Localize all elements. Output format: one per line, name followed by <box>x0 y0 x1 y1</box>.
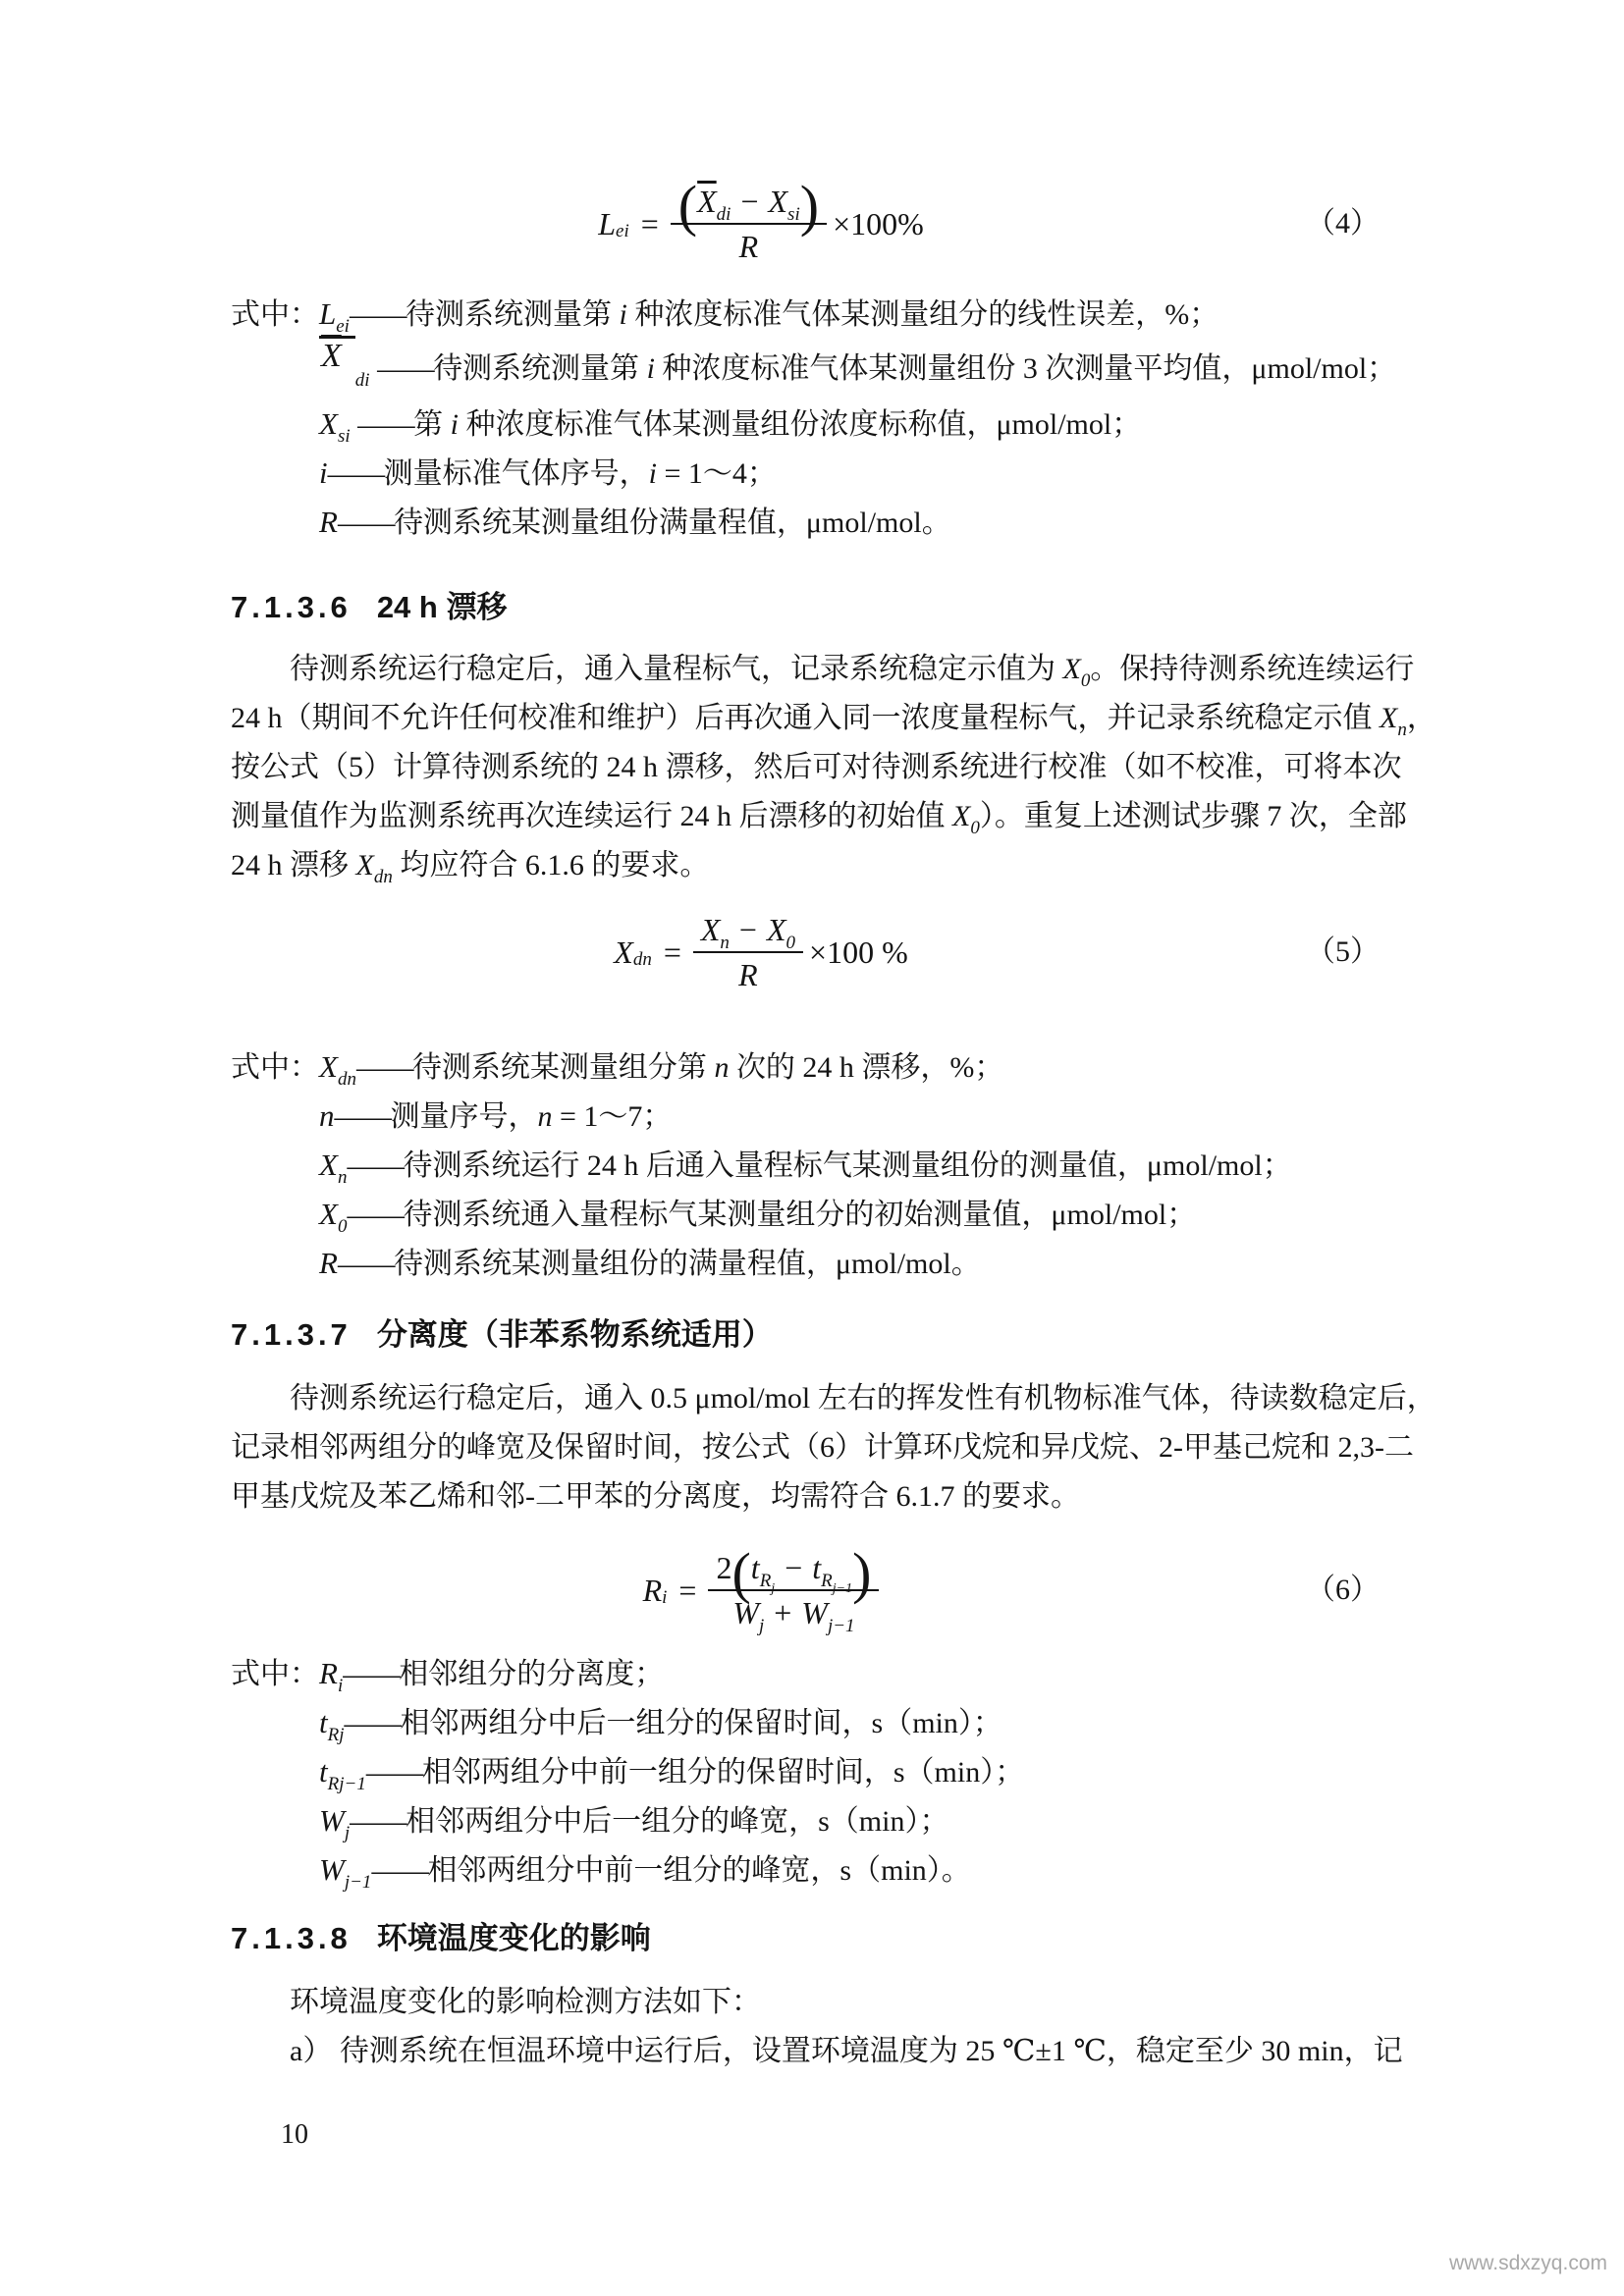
def-symbol: X <box>319 1148 338 1182</box>
def-symbol: X <box>319 1049 338 1084</box>
page-content <box>231 0 1436 2076</box>
def-symbol: W <box>319 1852 345 1887</box>
def-dash: —— <box>337 507 394 539</box>
math-equals: = <box>663 934 681 970</box>
paragraph-line: 记录相邻两组分的峰宽及保留时间，按公式（6）计算环戊烷和异戊烷、2-甲基己烷和 2,3-二 <box>231 1431 1414 1464</box>
math-lhs: L <box>598 205 617 241</box>
def-prefix: 式中： <box>231 298 319 331</box>
definition-item: $t_{Rj}——$相邻两组分中后一组分的保留时间，s（min）； <box>319 1705 1002 1745</box>
definition-item: $W_{j-1}——$相邻两组分中前一组分的峰宽，s（min）。 <box>319 1852 971 1893</box>
section-heading-7-1-3-6 <box>231 588 1380 627</box>
formula-4: L $_{ei}$ = $\frac{(\overline{X}_{di} - X_{si})}{R}$ ×100% <box>598 174 924 264</box>
definition-item <box>231 1239 1380 1288</box>
def-description: 相邻两组分中后一组分的峰宽，s（min）； <box>406 1805 949 1838</box>
def-symbol: i <box>319 455 328 490</box>
equation-number-6: （6） <box>1306 1574 1380 1606</box>
math-times: ×100 % <box>809 934 908 970</box>
definition-item: $X_{si}$ ——第 i 种浓度标准气体某测量组份浓度标称值，μmol/mol； <box>319 406 1142 447</box>
definition-item: i——测量标准气体序号，i = 1～4； <box>319 455 777 490</box>
section-number: 7.1.3.8 <box>231 1921 352 1955</box>
paragraph-line: 甲基戊烷及苯乙烯和邻-二甲苯的分离度，均需符合 6.1.7 的要求。 <box>231 1480 1080 1513</box>
def-prefix: 式中： <box>231 1658 319 1690</box>
def-dash: —— <box>371 1854 428 1887</box>
paragraph-line: a） 待测系统在恒温环境中运行后，设置环境温度为 25 ℃±1 ℃，稳定至少 30 min，记 <box>290 2035 1403 2067</box>
watermark: www.sdxzyq.com <box>1448 2252 1607 2274</box>
paragraph-line: 待测系统运行稳定后，通入量程标气，记录系统稳定示值为 $X_0$。保持待测系统连续运行 <box>290 653 1415 691</box>
definition-item: 式中：$X_{dn}——$待测系统某测量组分第 n 次的 24 h 漂移，%； <box>231 1042 1380 1092</box>
math-minus: − <box>740 183 759 219</box>
math-minus: − <box>785 1550 803 1585</box>
definition-item: n——测量序号，n = 1～7； <box>319 1098 673 1133</box>
def-symbol: t <box>319 1754 328 1789</box>
definition-item: 式中：$L_{ei}——$待测系统测量第 i 种浓度标准气体某测量组分的线性误差，%； <box>231 290 1380 339</box>
section-heading-7-1-3-7 <box>231 1315 1380 1355</box>
math-lhs: X <box>614 934 633 970</box>
definition-item: $W_j——$相邻两组分中后一组分的峰宽，s（min）； <box>319 1803 949 1843</box>
math-plus: + <box>774 1595 792 1630</box>
section-title: 分离度（非苯系物系统适用） <box>376 1317 773 1352</box>
paren-close: ) <box>852 1540 872 1605</box>
definition-item: $t_{Rj-1}——$相邻两组分中前一组分的保留时间，s（min）； <box>319 1754 1025 1794</box>
page-number: 10 <box>281 2119 308 2150</box>
definitions-formula-6 <box>231 1649 1380 1895</box>
formula-5-row <box>231 905 1380 998</box>
def-description: 待测系统运行 24 h 后通入量程标气某测量组份的测量值，μmol/mol； <box>403 1149 1292 1182</box>
def-symbol: L <box>319 296 337 331</box>
paragraph-line: 测量值作为监测系统再次连续运行 24 h 后漂移的初始值 $X_0$）。重复上述测试步骤 7 次，全部 <box>231 800 1407 838</box>
math-equals: = <box>678 1573 697 1608</box>
paren-open: ( <box>731 1540 751 1605</box>
fraction <box>671 174 827 264</box>
def-symbol: R <box>319 1656 338 1690</box>
def-symbol: t <box>319 1705 328 1739</box>
def-symbol: X <box>319 1197 338 1231</box>
def-description: 第 <box>413 408 451 441</box>
math-xbar: $\overline{X}$ <box>697 183 717 219</box>
definition-item <box>231 498 1380 547</box>
math-times: ×100% <box>833 205 924 241</box>
formula-4-row <box>231 167 1380 280</box>
math-lhs: R <box>642 1573 663 1608</box>
def-symbol: R <box>319 505 338 539</box>
paragraph-line: 待测系统运行稳定后，通入 0.5 μmol/mol 左右的挥发性有机物标准气体，待读数稳定后， <box>290 1382 1436 1415</box>
def-description: 相邻两组分中前一组分的峰宽，s（min）。 <box>427 1854 971 1887</box>
def-dash: —— <box>365 1756 422 1789</box>
fraction <box>693 911 803 992</box>
def-description: 待测系统通入量程标气某测量组分的初始测量值，μmol/mol； <box>403 1199 1197 1231</box>
def-symbol-xbar: $\overline{X}$ <box>319 336 355 373</box>
definitions-formula-4 <box>231 290 1397 547</box>
section-number: 7.1.3.6 <box>231 590 352 624</box>
math-equals: = <box>640 205 659 241</box>
paragraph-line: 环境温度变化的影响检测方法如下： <box>290 1986 761 2018</box>
equation-number-4: （4） <box>1306 206 1380 240</box>
def-description: 相邻两组分中前一组分的保留时间，s（min）； <box>421 1756 1025 1789</box>
definitions-formula-5 <box>231 1042 1380 1288</box>
def-description: 待测系统某测量组份的满量程值，μmol/mol。 <box>393 1248 981 1280</box>
def-description: 待测系统测量第 <box>433 352 647 385</box>
formula-6-row <box>231 1531 1380 1649</box>
numerator: $(\overline{X}_{di} - X_{si})$ <box>671 186 827 225</box>
math-coefficient: 2 <box>716 1550 732 1585</box>
denominator: R <box>738 228 759 264</box>
section-title: 环境温度变化的影响 <box>376 1921 651 1955</box>
paragraph-resolution <box>231 1374 1436 1522</box>
def-description: 待测系统测量第 <box>405 298 620 331</box>
def-prefix: 式中： <box>231 1051 319 1084</box>
numerator: $X_n - X_0$ <box>693 914 803 953</box>
def-symbol: n <box>319 1098 335 1133</box>
paragraph-temperature <box>231 1978 1403 2076</box>
paren-open: ( <box>677 174 698 239</box>
def-dash: —— <box>350 1805 406 1838</box>
def-description: 相邻两组分中后一组分的保留时间，s（min）； <box>400 1707 1002 1739</box>
fraction <box>708 1540 879 1636</box>
def-dash: —— <box>337 1248 394 1280</box>
def-dash: —— <box>347 1199 404 1231</box>
section-heading-7-1-3-8 <box>231 1919 1380 1958</box>
definition-item: $X_n——$待测系统运行 24 h 后通入量程标气某测量组份的测量值，μmol/mol； <box>319 1148 1292 1188</box>
paragraph-line: 24 h（期间不允许任何校准和维护）后再次通入同一浓度量程标气，并记录系统稳定示值 $X_n$， <box>231 702 1436 740</box>
def-dash: —— <box>349 298 406 331</box>
numerator: $2(t_{R_j}- t_{R_{j-1}})$ <box>708 1552 879 1591</box>
equation-number-5: （5） <box>1306 934 1380 968</box>
math-x: X <box>768 183 788 219</box>
def-symbol: R <box>319 1246 338 1280</box>
def-dash: —— <box>355 1051 412 1084</box>
definition-item: $X_0——$待测系统通入量程标气某测量组分的初始测量值，μmol/mol； <box>319 1197 1197 1237</box>
math-minus: − <box>738 911 757 947</box>
section-title: 24 h 漂移 <box>376 590 508 624</box>
section-number: 7.1.3.7 <box>231 1317 352 1352</box>
def-dash: —— <box>343 1658 400 1690</box>
def-symbol: W <box>319 1803 345 1838</box>
def-dash: —— <box>347 1149 404 1182</box>
def-description: 相邻组分的分离度； <box>399 1658 665 1690</box>
definition-item: 式中：$R_i——$相邻组分的分离度； <box>231 1649 1380 1698</box>
paren-close: ) <box>799 174 820 239</box>
denominator: R <box>738 956 758 992</box>
formula-6: R $_i$ = $\frac{2(t_{R_j}- t_{R_{j-1}})}{W_j + W_{j-1}}$ <box>643 1552 880 1629</box>
def-dash: —— <box>344 1707 401 1739</box>
def-dash: —— <box>334 1100 391 1133</box>
denominator: $W_j + W_{j-1}$ <box>732 1595 855 1636</box>
def-description: 待测系统某测量组份满量程值，μmol/mol。 <box>393 507 951 539</box>
def-symbol: X <box>319 406 338 441</box>
def-dash: —— <box>377 352 434 385</box>
def-description: 待测系统某测量组分第 <box>411 1051 715 1084</box>
def-dash: —— <box>357 408 414 441</box>
paragraph-24h-drift <box>231 645 1436 890</box>
definition-item: $\overline{X}_{di}$ ——待测系统测量第 i 种浓度标准气体某测量组份 3 次测量平均值，μmol/mol； <box>321 338 1397 391</box>
paragraph-line: 24 h 漂移 $X_{dn}$ 均应符合 6.1.6 的要求。 <box>231 849 710 887</box>
def-dash: —— <box>327 457 384 490</box>
def-description: 测量序号， <box>390 1100 538 1133</box>
formula-5: X $_{dn}$ = $\frac{X_n - X_0}{R}$ ×100 % <box>614 911 908 992</box>
def-description: 测量标准气体序号， <box>383 457 649 490</box>
paragraph-line: 按公式（5）计算待测系统的 24 h 漂移，然后可对待测系统进行校准（如不校准，可将本次 <box>231 751 1402 783</box>
